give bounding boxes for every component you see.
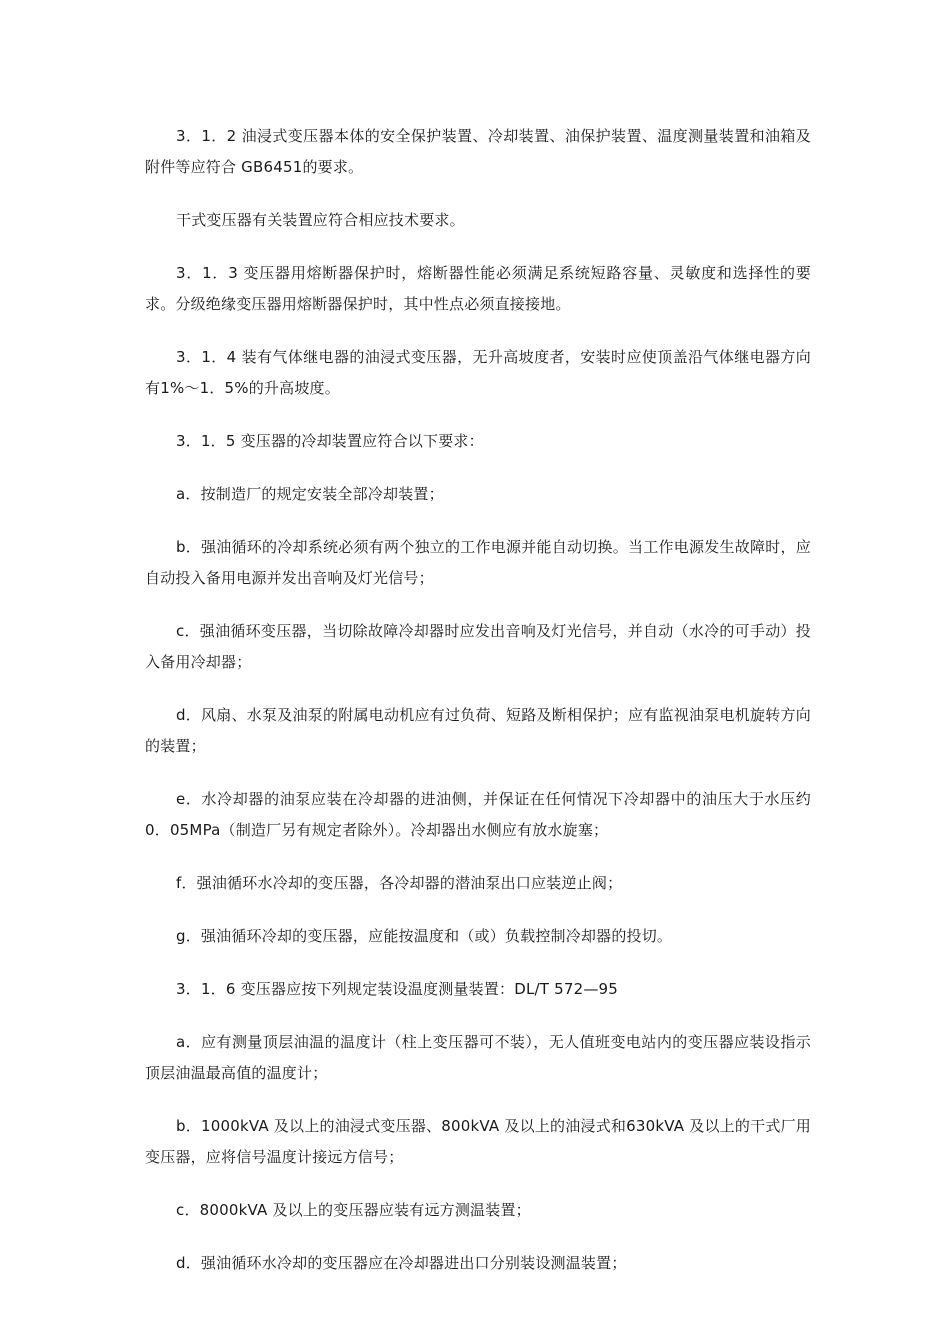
document-body — [145, 121, 811, 1279]
temp-item-c: c．8000kVA 及以上的变压器应装有远方测温装置； — [176, 1201, 531, 1219]
paragraph-3-1-4: 3．1．4 装有气体继电器的油浸式变压器，无升高坡度者，安装时应使顶盖沿气体继电器方向有1%～1．5%的升高坡度。 — [145, 348, 811, 397]
paragraph-dry-type: 干式变压器有关装置应符合相应技术要求。 — [176, 211, 465, 229]
paragraph-3-1-3: 3．1．3 变压器用熔断器保护时，熔断器性能必须满足系统短路容量、灵敏度和选择性的要求。分级绝缘变压器用熔断器保护时，其中性点必须直接接地。 — [145, 264, 811, 313]
temp-item-d: d．强油循环水冷却的变压器应在冷却器进出口分别装设测温装置； — [176, 1254, 627, 1272]
list-item-f: f．强油循环水冷却的变压器，各冷却器的潜油泵出口应装逆止阀； — [176, 874, 623, 892]
list-item-b: b．强油循环的冷却系统必须有两个独立的工作电源并能自动切换。当工作电源发生故障时，应自动投入备用电源并发出音响及灯光信号； — [145, 538, 811, 587]
list-item-g: g．强油循环冷却的变压器，应能按温度和（或）负载控制冷却器的投切。 — [176, 927, 673, 945]
paragraph-3-1-6: 3．1．6 变压器应按下列规定装设温度测量装置：DL/T 572—95 — [176, 980, 619, 998]
list-item-d: d．风扇、水泵及油泵的附属电动机应有过负荷、短路及断相保护；应有监视油泵电机旋转方向的装置； — [145, 706, 811, 755]
temp-item-a: a．应有测量顶层油温的温度计（柱上变压器可不装），无人值班变电站内的变压器应装设指示顶层油温最高值的温度计； — [145, 1033, 811, 1082]
list-item-a: a．按制造厂的规定安装全部冷却装置； — [176, 485, 444, 503]
list-item-c: c．强油循环变压器，当切除故障冷却器时应发出音响及灯光信号，并自动（水冷的可手动）投入备用冷却器； — [145, 622, 811, 671]
paragraph-3-1-2: 3．1．2 油浸式变压器本体的安全保护装置、冷却装置、油保护装置、温度测量装置和油箱及附件等应符合 GB6451的要求。 — [145, 127, 811, 176]
temp-item-b: b．1000kVA 及以上的油浸式变压器、800kVA 及以上的油浸式和630kVA 及以上的干式厂用变压器，应将信号温度计接远方信号； — [145, 1117, 811, 1166]
paragraph-3-1-5: 3．1．5 变压器的冷却装置应符合以下要求： — [176, 432, 484, 450]
list-item-e: e．水冷却器的油泵应装在冷却器的进油侧，并保证在任何情况下冷却器中的油压大于水压约0．05MPa（制造厂另有规定者除外）。冷却器出水侧应有放水旋塞； — [145, 790, 811, 839]
